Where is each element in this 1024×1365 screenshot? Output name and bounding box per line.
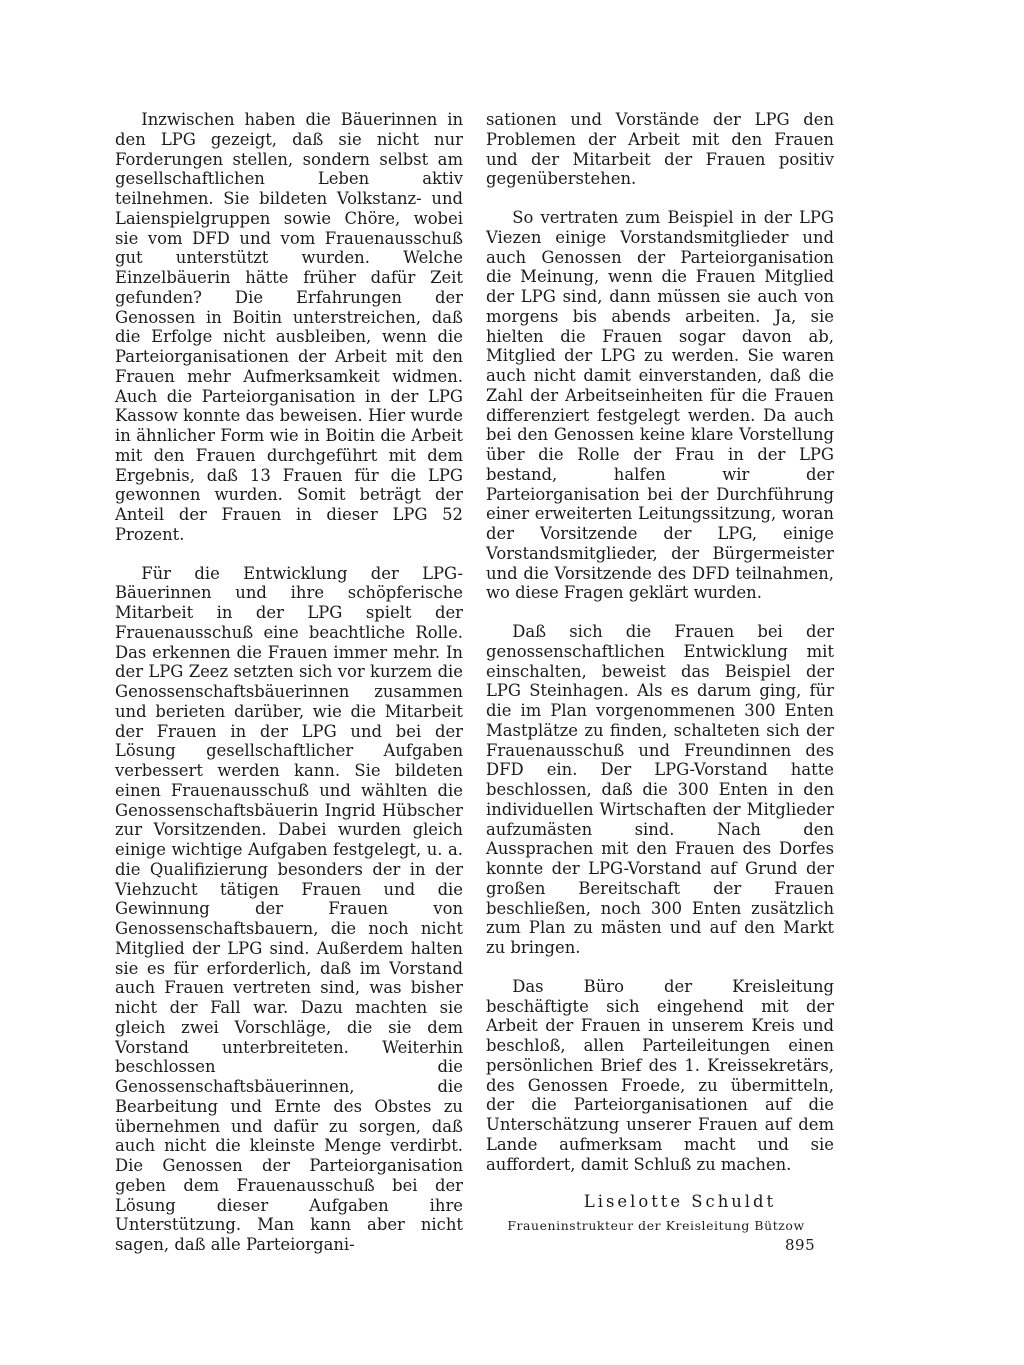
- right-column: [486, 110, 834, 1236]
- paragraph: Das Büro der Kreisleitung beschäftigte sich eingehend mit der Arbeit der Frauen in unserem Kreis und beschloß, allen Parteileitungen einen persönlichen Brief des 1. Kreissekretärs, des Genossen Froede, zu übermitteln, der die Parteiorganisationen auf die Unterschätzung unserer Frauen auf dem Lande aufmerksam macht und sie auffordert, damit Schluß zu machen.: [486, 976, 834, 1174]
- paragraph-continuation: sationen und Vorstände der LPG den Problemen der Arbeit mit den Frauen und der Mitarbeit der Frauen positiv gegenüberstehen.: [486, 110, 834, 189]
- page-number: 895: [785, 1236, 816, 1254]
- paragraph: So vertraten zum Beispiel in der LPG Viezen einige Vorstandsmitglieder und auch Genossen der Parteiorganisation die Meinung, wenn die Frauen Mitglied der LPG sind, dann müssen sie auch von morgens bis abends arbeiten. Ja, sie hielten die Frauen sogar davon ab, Mitglied der LPG zu werden. Sie waren auch nicht damit einverstanden, daß die Zahl der Arbeitseinheiten für die Frauen differenziert festgelegt werden. Da auch bei den Genossen keine klare Vorstellung über die Rolle der Frau in der LPG bestand, halfen wir der Parteiorganisation bei der Durchführung einer erweiterten Leitungssitzung, woran der Vorsitzende der LPG, einige Vorstandsmitglieder, der Bürgermeister und die Vorsitzende des DFD teilnahmen, wo diese Fragen geklärt wurden.: [486, 208, 834, 603]
- left-column: [115, 110, 463, 1255]
- author-role: Fraueninstrukteur der Kreisleitung Bützow: [507, 1218, 805, 1233]
- author-name: Liselotte Schuldt: [583, 1192, 777, 1212]
- signature-block: [486, 1192, 834, 1236]
- paragraph: Daß sich die Frauen bei der genossenschaftlichen Entwicklung mit einschalten, beweist das Beispiel der LPG Steinhagen. Als es darum ging, für die im Plan vorgenommenen 300 Enten Mastplätze zu finden, schalteten sich der Frauenausschuß und Freundinnen des DFD ein. Der LPG-Vorstand hatte beschlossen, daß die 300 Enten in den individuellen Wirtschaften der Mitglieder aufzumästen sind. Nach den Aussprachen mit den Frauen des Dorfes konnte der LPG-Vorstand auf Grund der großen Bereitschaft der Frauen beschließen, noch 300 Enten zusätzlich zum Plan zu mästen und auf den Markt zu bringen.: [486, 622, 834, 957]
- paragraph: Für die Entwicklung der LPG-Bäuerinnen und ihre schöpferische Mitarbeit in der LPG spielt der Frauenausschuß eine beachtliche Rolle. Das erkennen die Frauen immer mehr. In der LPG Zeez setzten sich vor kurzem die Genossenschaftsbäuerinnen zusammen und berieten darüber, wie die Mitarbeit der Frauen in der LPG und bei der Lösung gesellschaftlicher Aufgaben verbessert werden kann. Sie bildeten einen Frauenausschuß und wählten die Genossenschaftsbäuerin Ingrid Hübscher zur Vorsitzenden. Dabei wurden gleich einige wichtige Aufgaben festgelegt, u. a. die Qualifizierung besonders der in der Viehzucht tätigen Frauen und die Gewinnung der Frauen von Genossenschaftsbauern, die noch nicht Mitglied der LPG sind. Außerdem halten sie es für erforderlich, daß im Vorstand auch Frauen vertreten sind, was bisher nicht der Fall war. Dazu machten sie gleich zwei Vorschläge, die sie dem Vorstand unterbreiteten. Weiterhin beschlossen die Genossenschaftsbäuerinnen, die Bearbeitung und Ernte des Obstes zu übernehmen und dafür zu sorgen, daß auch nicht die kleinste Menge verdirbt. Die Genossen der Parteiorganisation geben dem Frauenausschuß bei der Lösung dieser Aufgaben ihre Unterstützung. Man kann aber nicht sagen, daß alle Parteiorgani-: [115, 563, 463, 1254]
- paragraph: Inzwischen haben die Bäuerinnen in den LPG gezeigt, daß sie nicht nur Forderungen stellen, sondern selbst am gesellschaftlichen Leben aktiv teilnehmen. Sie bildeten Volkstanz- und Laienspielgruppen sowie Chöre, wobei sie vom DFD und vom Frauenausschuß gut unterstützt wurden. Welche Einzelbäuerin hätte früher dafür Zeit gefunden? Die Erfahrungen der Genossen in Boitin unterstreichen, daß die Erfolge nicht ausbleiben, wenn die Parteiorganisationen der Arbeit mit den Frauen mehr Aufmerksamkeit widmen. Auch die Parteiorganisation in der LPG Kassow konnte das beweisen. Hier wurde in ähnlicher Form wie in Boitin die Arbeit mit den Frauen durchgeführt mit dem Ergebnis, daß 13 Frauen für die LPG gewonnen wurden. Somit beträgt der Anteil der Frauen in dieser LPG 52 Prozent.: [115, 110, 463, 544]
